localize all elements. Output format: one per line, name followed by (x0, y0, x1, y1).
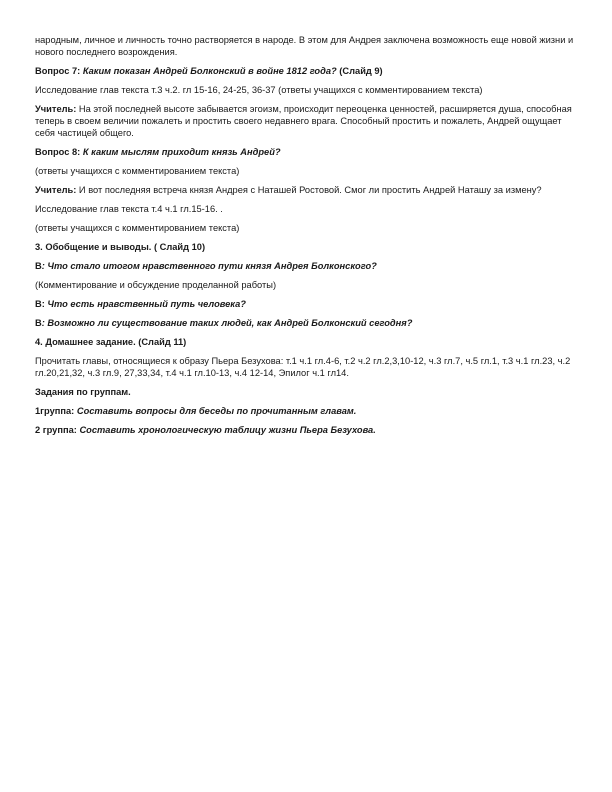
question-7 (35, 65, 577, 77)
section-4-heading: 4. Домашнее задание. (Слайд 11) (35, 337, 187, 347)
group-1-label: 1группа: (35, 406, 77, 416)
question-v3-label: В (35, 318, 42, 328)
teacher-label: Учитель: (35, 185, 77, 195)
teacher-remark-2 (35, 184, 577, 196)
question-8 (35, 146, 577, 158)
question-8-text: К каким мыслям приходит князь Андрей? (82, 147, 281, 157)
groups-heading: Задания по группам. (35, 387, 131, 397)
group-2-task (35, 424, 577, 436)
question-7-text: Каким показан Андрей Болконский в войне 1812 года? (82, 66, 337, 76)
paragraph-comment: (Комментирование и обсуждение проделанной работы) (35, 280, 277, 290)
question-v3-text: : Возможно ли существование таких людей, как Андрей Болконский сегодня? (41, 318, 413, 328)
group-2-label: 2 группа: (35, 425, 80, 435)
question-7-slide: (Слайд 9) (336, 66, 383, 76)
question-v1-label: В (35, 261, 42, 271)
paragraph-study-1: Исследование глав текста т.3 ч.2. гл 15-16, 24-25, 36-37 (ответы учащихся с комментированием текста) (35, 85, 483, 95)
question-v2-text: Что есть нравственный путь человека? (47, 299, 246, 309)
teacher-label: Учитель: (35, 104, 77, 114)
question-8-label: Вопрос 8: (35, 147, 83, 157)
question-v2 (35, 298, 577, 310)
teacher-text: На этой последней высоте забывается эгоизм, происходит переоценка ценностей, расширяется душа, способная теперь в своем величии пожалеть и простить своего недавнего врага. Способный простить и пожалеть, Андрей ощущает себя частицей общего. (35, 104, 572, 138)
question-v3 (35, 317, 577, 329)
paragraph-homework: Прочитать главы, относящиеся к образу Пьера Безухова: т.1 ч.1 гл.4-6, т.2 ч.2 гл.2,3,10-12, ч.3 гл.7, ч.5 гл.1, т.3 ч.1 гл.23, ч.2 гл.20,21,32, ч.3 гл.9, 27,33,34, т.4 ч.1 гл.10-13, ч.4 12-14, Эпилог ч.1 гл14. (35, 356, 571, 378)
teacher-text: И вот последняя встреча князя Андрея с Наташей Ростовой. Смог ли простить Андрей Наташу за измену? (76, 185, 542, 195)
paragraph-study-2: Исследование глав текста т.4 ч.1 гл.15-16. . (35, 204, 223, 214)
question-7-label: Вопрос 7: (35, 66, 83, 76)
section-3-heading: 3. Обобщение и выводы. ( Слайд 10) (35, 242, 206, 252)
group-1-text: Составить вопросы для беседы по прочитанным главам. (76, 406, 357, 416)
paragraph-answers-2: (ответы учащихся с комментированием текста) (35, 223, 240, 233)
question-v2-label: В: (35, 299, 48, 309)
paragraph-answers-1: (ответы учащихся с комментированием текста) (35, 166, 240, 176)
teacher-remark-1 (35, 103, 577, 139)
group-1-task (35, 405, 577, 417)
paragraph-intro: народным, личное и личность точно растворяется в народе. В этом для Андрея заключена возможность еще новой жизни и нового последнего возрождения. (35, 35, 574, 57)
question-v1-text: : Что стало итогом нравственного пути князя Андрея Болконского? (41, 261, 377, 271)
question-v1 (35, 260, 577, 272)
group-2-text: Составить хронологическую таблицу жизни Пьера Безухова. (79, 425, 376, 435)
document-page (35, 34, 577, 443)
